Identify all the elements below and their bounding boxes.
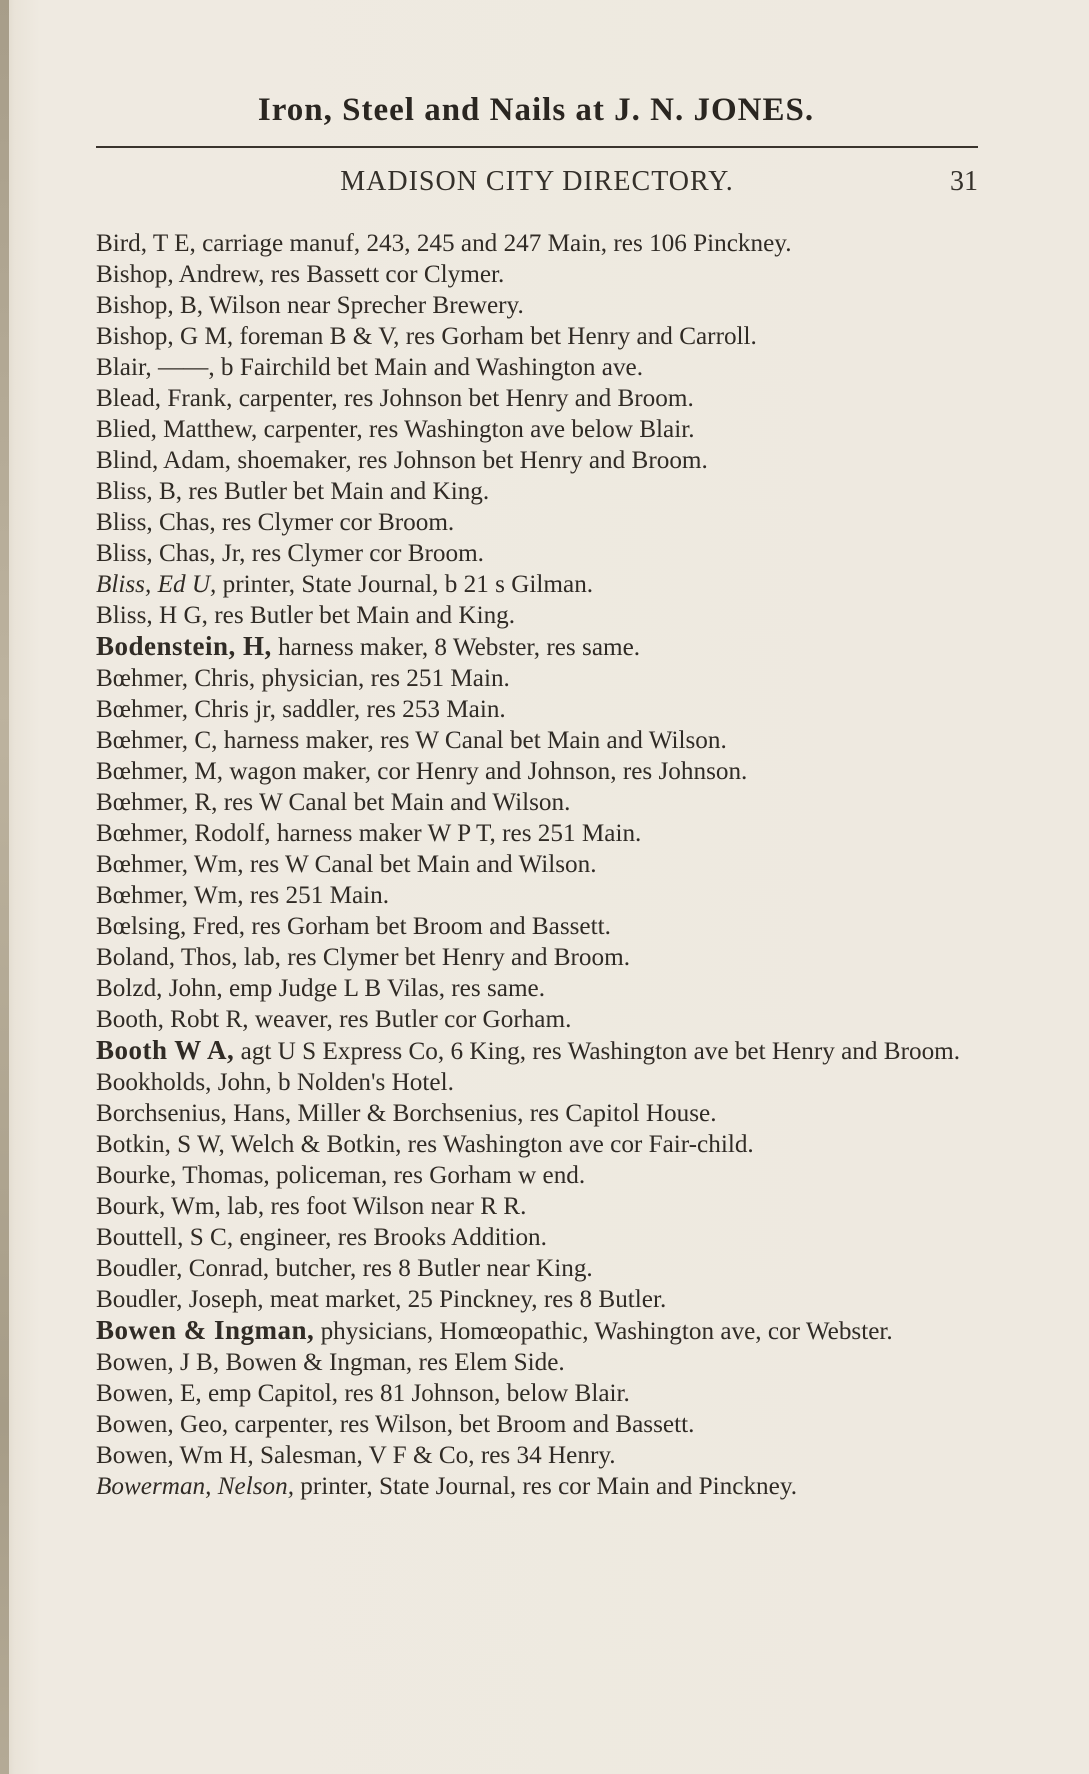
entry-name: Blind, Adam, xyxy=(96,447,232,474)
directory-entry xyxy=(96,1284,982,1315)
directory-entry xyxy=(96,414,982,445)
entry-detail: b Fairchild bet Main and Washington ave. xyxy=(220,354,644,381)
entry-detail: carriage manuf, 243, 245 and 247 Main, res 106 Pinckney. xyxy=(202,230,792,257)
entry-detail: Miller & Borchsenius, res Capitol House. xyxy=(297,1100,717,1127)
entry-name: Bourke, Thomas, xyxy=(96,1162,270,1189)
entry-name: Bodenstein, H, xyxy=(96,631,272,661)
directory-entry xyxy=(96,694,982,725)
entry-detail: policeman, res Gorham w end. xyxy=(276,1162,586,1189)
entry-detail: engineer, res Brooks Addition. xyxy=(239,1224,547,1251)
entry-detail: Salesman, V F & Co, res 34 Henry. xyxy=(259,1442,616,1469)
directory-entry xyxy=(96,1098,982,1129)
entry-detail: carpenter, res Wilson, bet Broom and Bassett. xyxy=(234,1411,695,1438)
entry-name: Bliss, Chas, xyxy=(96,509,216,536)
entry-name: Bliss, B, xyxy=(96,478,183,505)
directory-entry xyxy=(96,1315,982,1347)
entry-name: Bœhmer, Chris, xyxy=(96,665,256,692)
entry-name: Bishop, G M, xyxy=(96,323,234,350)
directory-entry xyxy=(96,1253,982,1284)
entry-name: Bliss, Chas, Jr, xyxy=(96,540,246,567)
entry-name: Bowen, Geo, xyxy=(96,1411,229,1438)
directory-entry xyxy=(96,383,982,414)
directory-entry xyxy=(96,228,982,259)
entry-name: Blair, ——, xyxy=(96,354,215,381)
entry-detail: butcher, res 8 Butler near King. xyxy=(275,1255,593,1282)
entry-name: Bourk, Wm, xyxy=(96,1193,221,1220)
entry-detail: foreman B & V, res Gorham bet Henry and Carroll. xyxy=(239,323,757,350)
entry-name: Booth, Robt R, xyxy=(96,1006,249,1033)
directory-entry xyxy=(96,259,982,290)
entry-name: Bolzd, John, xyxy=(96,975,223,1002)
entry-name: Bœhmer, Rodolf, xyxy=(96,820,271,847)
entry-name: Borchsenius, Hans, xyxy=(96,1100,292,1127)
directory-entry xyxy=(96,1004,982,1035)
entry-detail: lab, res foot Wilson near R R. xyxy=(227,1193,527,1220)
directory-entry xyxy=(96,290,982,321)
entry-name: Blead, Frank, xyxy=(96,385,233,412)
entry-detail: agt U S Express Co, 6 King, res Washington ave bet Henry and Broom. xyxy=(240,1038,961,1065)
running-head xyxy=(96,166,978,202)
entry-detail: carpenter, res Washington ave below Blair. xyxy=(263,416,695,443)
entry-name: Bœhmer, Wm, xyxy=(96,851,244,878)
entry-detail: Bowen & Ingman, res Elem Side. xyxy=(225,1349,565,1376)
header-rule xyxy=(96,146,978,148)
entry-detail: Wilson near Sprecher Brewery. xyxy=(208,292,524,319)
entry-name: Boudler, Joseph, xyxy=(96,1286,264,1313)
entry-detail: harness maker W P T, res 251 Main. xyxy=(276,820,642,847)
directory-entry xyxy=(96,1409,982,1440)
entry-name: Bowen & Ingman, xyxy=(96,1315,315,1345)
entry-name: Bœhmer, R, xyxy=(96,789,218,816)
directory-entry xyxy=(96,1471,982,1502)
entry-detail: harness maker, res W Canal bet Main and Wilson. xyxy=(223,727,727,754)
page-number: 31 xyxy=(950,166,978,197)
entry-detail: saddler, res 253 Main. xyxy=(282,696,506,723)
directory-entry xyxy=(96,1222,982,1253)
entry-name: Bliss, Ed U, xyxy=(96,571,217,598)
entry-name: Boland, Thos, xyxy=(96,944,238,971)
directory-entry xyxy=(96,756,982,787)
entry-name: Bowerman, Nelson, xyxy=(96,1473,294,1500)
entry-name: Bowen, J B, xyxy=(96,1349,220,1376)
directory-entry xyxy=(96,880,982,911)
entry-detail: res Bassett cor Clymer. xyxy=(270,261,505,288)
entry-name: Bœhmer, Wm, xyxy=(96,882,244,909)
entry-detail: shoemaker, res Johnson bet Henry and Broom. xyxy=(237,447,708,474)
directory-entry xyxy=(96,1035,982,1067)
entry-name: Botkin, S W, xyxy=(96,1131,225,1158)
entry-detail: res Butler bet Main and King. xyxy=(188,478,490,505)
entry-name: Bouttell, S C, xyxy=(96,1224,234,1251)
entry-detail: carpenter, res Johnson bet Henry and Broom. xyxy=(238,385,694,412)
entry-name: Bœhmer, M, xyxy=(96,758,224,785)
entry-detail: printer, State Journal, b 21 s Gilman. xyxy=(222,571,594,598)
entry-detail: lab, res Clymer bet Henry and Broom. xyxy=(243,944,630,971)
directory-entry xyxy=(96,911,982,942)
advertisement-header: Iron, Steel and Nails at J. N. JONES. xyxy=(257,92,815,128)
directory-entry xyxy=(96,1440,982,1471)
directory-entry xyxy=(96,1129,982,1160)
entry-detail: res W Canal bet Main and Wilson. xyxy=(223,789,571,816)
directory-entry xyxy=(96,1347,982,1378)
entry-detail: emp Judge L B Vilas, res same. xyxy=(228,975,546,1002)
entry-name: Bookholds, John, xyxy=(96,1069,272,1096)
directory-entry xyxy=(96,600,982,631)
directory-entry xyxy=(96,321,982,352)
entry-detail: harness maker, 8 Webster, res same. xyxy=(278,634,641,661)
entry-detail: res Butler bet Main and King. xyxy=(214,602,516,629)
directory-entry xyxy=(96,507,982,538)
directory-entry xyxy=(96,1191,982,1222)
entry-detail: b Nolden's Hotel. xyxy=(277,1069,454,1096)
running-title: MADISON CITY DIRECTORY. xyxy=(340,166,734,197)
entry-name: Boudler, Conrad, xyxy=(96,1255,270,1282)
directory-entry xyxy=(96,849,982,880)
directory-entry xyxy=(96,725,982,756)
entry-detail: weaver, res Butler cor Gorham. xyxy=(254,1006,572,1033)
directory-entries xyxy=(96,228,982,1502)
directory-entry xyxy=(96,352,982,383)
entry-detail: res Clymer cor Broom. xyxy=(251,540,484,567)
directory-entry xyxy=(96,942,982,973)
directory-entry xyxy=(96,973,982,1004)
entry-name: Bowen, Wm H, xyxy=(96,1442,254,1469)
directory-entry xyxy=(96,1378,982,1409)
entry-name: Bœhmer, C, xyxy=(96,727,218,754)
entry-detail: printer, State Journal, res cor Main and Pinckney. xyxy=(300,1473,798,1500)
entry-name: Booth W A, xyxy=(96,1035,235,1065)
directory-entry xyxy=(96,538,982,569)
entry-detail: physician, res 251 Main. xyxy=(261,665,510,692)
entry-name: Bliss, H G, xyxy=(96,602,208,629)
entry-detail: emp Capitol, res 81 Johnson, below Blair. xyxy=(207,1380,630,1407)
entry-name: Bishop, Andrew, xyxy=(96,261,265,288)
directory-entry xyxy=(96,569,982,600)
directory-entry xyxy=(96,818,982,849)
entry-detail: physicians, Homœopathic, Washington ave, cor Webster. xyxy=(320,1318,893,1345)
directory-entry xyxy=(96,631,982,663)
entry-detail: res Clymer cor Broom. xyxy=(221,509,455,536)
entry-detail: res Gorham bet Broom and Bassett. xyxy=(251,913,611,940)
entry-name: Bowen, E, xyxy=(96,1380,202,1407)
directory-entry xyxy=(96,663,982,694)
entry-detail: Welch & Botkin, res Washington ave cor Fair-child. xyxy=(230,1131,754,1158)
directory-entry xyxy=(96,1067,982,1098)
directory-entry xyxy=(96,476,982,507)
directory-entry xyxy=(96,787,982,818)
page-binding-edge xyxy=(0,0,9,1774)
entry-detail: meat market, 25 Pinckney, res 8 Butler. xyxy=(269,1286,667,1313)
entry-detail: res 251 Main. xyxy=(249,882,390,909)
entry-name: Bœlsing, Fred, xyxy=(96,913,246,940)
entry-name: Bœhmer, Chris jr, xyxy=(96,696,276,723)
directory-entry xyxy=(96,445,982,476)
directory-entry xyxy=(96,1160,982,1191)
entry-name: Blied, Matthew, xyxy=(96,416,258,443)
entry-name: Bird, T E, xyxy=(96,230,196,257)
entry-detail: wagon maker, cor Henry and Johnson, res Johnson. xyxy=(229,758,748,785)
entry-detail: res W Canal bet Main and Wilson. xyxy=(249,851,597,878)
entry-name: Bishop, B, xyxy=(96,292,204,319)
